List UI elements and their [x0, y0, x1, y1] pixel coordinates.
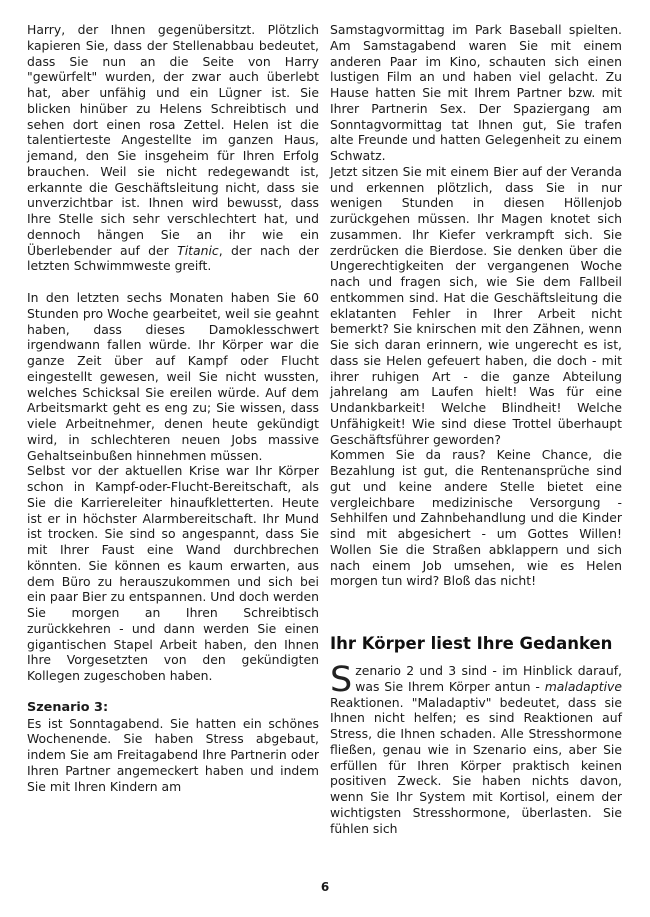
paragraph-text: Harry, der Ihnen gegenübersitzt. Plötzlich kapieren Sie, dass der Stellenabbau bedeutet, dass Sie nun an die Seite von Harry "gewürfelt" wurden, der zwar auch überlebt hat, aber unfähig und ein Lügner ist. Sie blicken hinüber zu Helens Schreibtisch und sehen dort einen rosa Zettel. Helen ist die talentierteste Angestellte im ganzen Haus, jemand, den Sie insgeheim für Ihren Erfolg brauchen. Weil sie nicht redegewandt ist, erkannte die Geschäftsleitung nicht, dass sie unverzichtbar ist. Ihnen wird bewusst, dass Ihre Stelle sich sehr verschlechtert hat, und dennoch hängen Sie an ihr wie ein Überlebender auf der: [27, 22, 319, 258]
paragraph: Kommen Sie da raus? Keine Chance, die Bezahlung ist gut, die Rentenansprüche sind gut und keine andere Stelle bietet eine vergleichbare medizinische Versorgung - Sehhilfen und Zahnbehandlung und die Kinder sind mit abgesichert - um Gottes Willen! Wollen Sie die Straßen abklappern und sich nach einem Job umsehen, wie es Helen morgen tun wird? Bloß das nicht!: [330, 447, 622, 589]
subheading-szenario-3: Szenario 3:: [27, 699, 109, 715]
paragraph-text: Reaktionen. "Maladaptiv" bedeutet, dass sie Ihnen nicht helfen; es sind Reaktionen auf Stress, die Ihnen schaden. Alle Stresshormone fließen, genau wie in Szenario eins, aber Sie erfüllen für Ihren Körper praktisch keinen positiven Zweck. Sie haben nichts davon, wenn Sie Ihr System mit Kortisol, einem der wichtigsten Stresshormone, überlasten. Sie fühlen sich: [330, 694, 622, 836]
paragraph: Samstagvormittag im Park Baseball spielten. Am Samstagabend waren Sie mit einem anderen Paar im Kino, schauten sich einen lustigen Film an und haben viel gelacht. Zu Hause hatten Sie mit Ihrem Partner bzw. mit Ihrer Partnerin Sex. Der Spaziergang am Sonntagvormittag tat Ihnen gut, Sie trafen alte Freunde und hatten Gelegenheit zu einem Schwatz.: [330, 22, 622, 163]
right-column: [330, 22, 622, 836]
section-title: Ihr Körper liest Ihre Gedanken: [330, 634, 613, 653]
paragraph: [330, 660, 622, 836]
left-column: [27, 22, 319, 794]
paragraph: Selbst vor der aktuellen Krise war Ihr Körper schon in Kampf-oder-Flucht-Bereitschaft, als Sie die Karriereleiter hinaufkletterten. Heute ist er in höchster Alarmbereitschaft. Ihr Mund ist trocken. Sie sind so angespannt, dass Sie mit Ihrer Faust eine Wand durchbrechen könnten. Sie können es kaum erwarten, aus dem Büro zu herauszukommen und sich bei ein paar Bier zu entspannen. Und doch werden Sie morgen an Ihren Schreibtisch zurückkehren - und dann werden Sie einen gigantischen Stapel Arbeit haben, den Ihnen Ihre Vorgesetzten von den gekündigten Kollegen zugeschoben haben.: [27, 463, 319, 683]
paragraph: Es ist Sonntagabend. Sie hatten ein schönes Wochenende. Sie haben Stress abgebaut, indem Sie am Freitagabend Ihre Partnerin oder Ihren Partner angemeckert haben und indem Sie mit Ihren Kindern am: [27, 715, 319, 794]
drop-cap: S: [330, 660, 353, 700]
paragraph-text: , der nach der letzten Schwimmweste greift.: [27, 242, 319, 274]
italic-term: maladaptive: [544, 678, 622, 694]
paragraph: In den letzten sechs Monaten haben Sie 60 Stunden pro Woche gearbeitet, weil sie geahnt haben, dass dieses Damoklesschwert irgendwann fallen würde. Ihr Körper war die ganze Zeit über auf Kampf oder Flucht eingestellt gewesen, weil Sie nicht wussten, welches Schicksal Sie ereilen würde. Auf dem Arbeitsmarkt geht es eng zu; Sie wissen, dass viele Arbeitnehmer, denen heute gekündigt wird, in schlechteren neuen Jobs massive Gehaltseinbußen hinnehmen müssen.: [27, 290, 319, 463]
paragraph: [27, 22, 319, 274]
paragraph-text: zenario 2 und 3 sind - im Hinblick darauf, was Sie Ihrem Körper antun -: [355, 663, 622, 694]
page-number: 6: [320, 880, 330, 894]
italic-ship-name: Titanic: [177, 242, 219, 258]
paragraph: Jetzt sitzen Sie mit einem Bier auf der Veranda und erkennen plötzlich, dass Sie in nur wenigen Stunden in diesen Höllenjob zurückgehen müssen. Ihr Magen knotet sich zusammen. Ihr Kiefer verkrampft sich. Sie zerdrücken die Bierdose. Sie denken über die Ungerechtigkeiten der vergangenen Woche nach und fragen sich, wie Sie dem Fallbeil entkommen sind. Hat die Geschäftsleitung die eklatanten Fehler in Ihrer Arbeit nicht bemerkt? Sie knirschen mit den Zähnen, wenn Sie sich daran erinnern, wie ungerecht es ist, dass sie Helen gefeuert haben, die doch - mit ihrer ruhigen Art - die ganze Abteilung jahrelang am Laufen hielt! Was für eine Undankbarkeit! Welche Blindheit! Welche Unfähigkeit! Wie sind diese Trottel überhaupt Geschäftsführer geworden?: [330, 163, 622, 447]
